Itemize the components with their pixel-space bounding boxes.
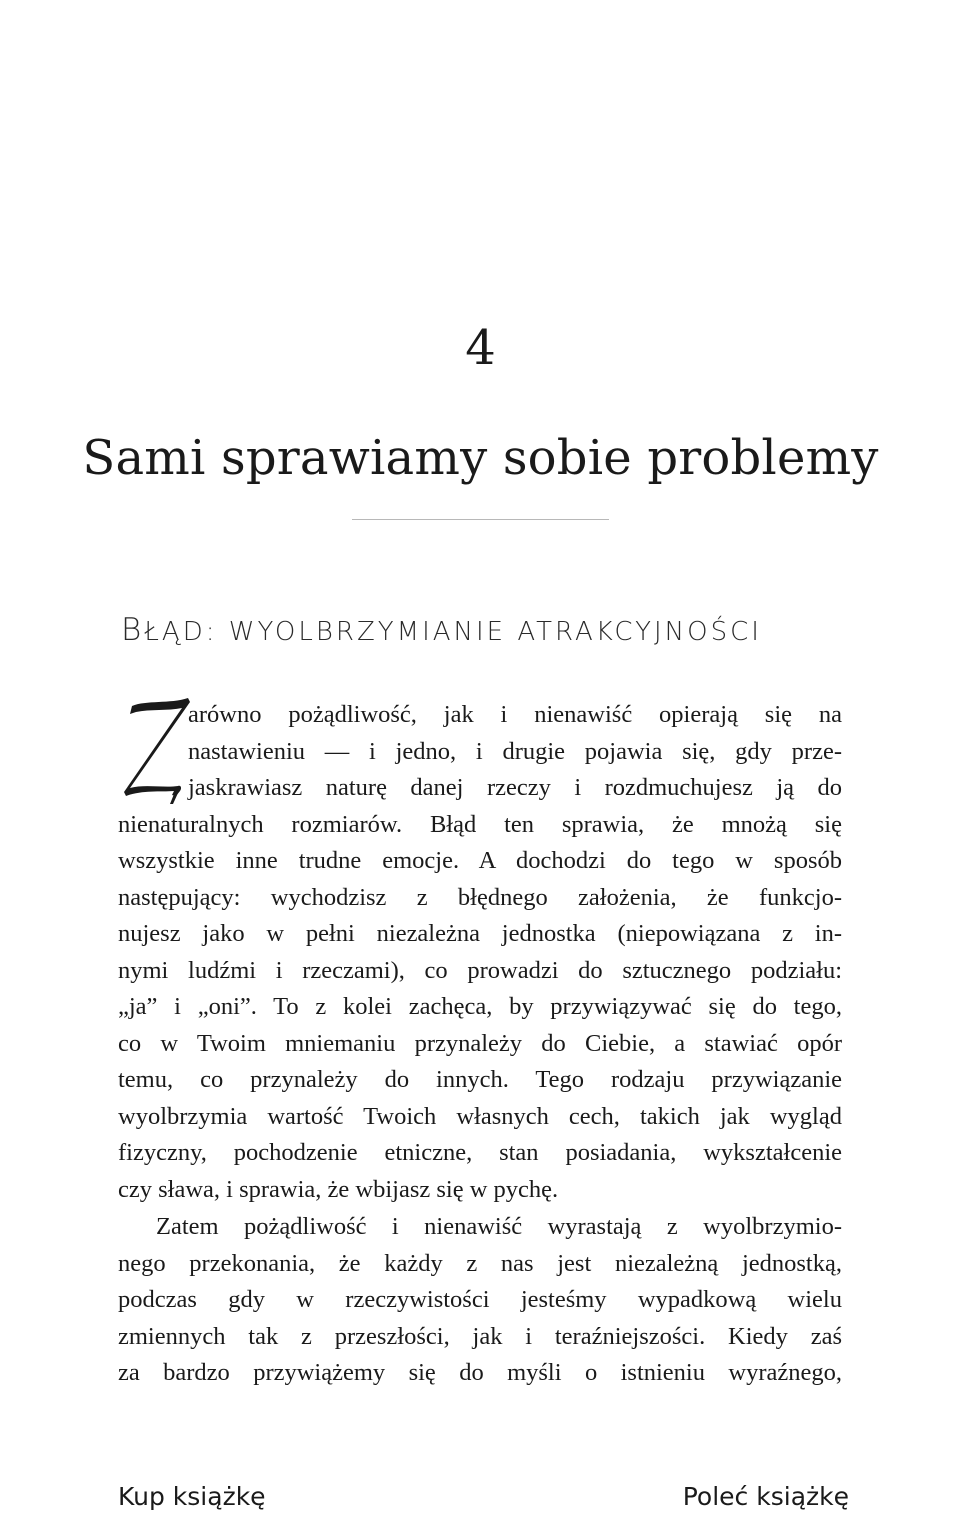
text-line: czy sława, i sprawia, że wbijasz się w pychę. <box>118 1175 559 1203</box>
text-line: nego przekonania, że każdy z nas jest niezależną jednostką, <box>118 1249 842 1277</box>
text-line: nienaturalnych rozmiarów. Błąd ten sprawia, że mnożą się <box>118 810 842 838</box>
text-line: jaskrawiasz naturę danej rzeczy i rozdmuchujesz ją do <box>188 774 842 801</box>
text-line: Zatem pożądliwość i nienawiść wyrastają z wyolbrzymio- <box>156 1213 842 1240</box>
chapter-title: Sami sprawiamy sobie problemy <box>82 430 879 486</box>
section-heading-initial: B <box>121 612 145 648</box>
text-line: nastawieniu — i jedno, i drugie pojawia się, gdy prze- <box>188 737 842 765</box>
text-line: wszystkie inne trudne emocje. A dochodzi do tego w sposób <box>118 847 842 874</box>
text-line: temu, co przynależy do innych. Tego rodzaju przywiązanie <box>118 1066 842 1093</box>
text-line: arówno pożądliwość, jak i nienawiść opierają się na <box>188 701 842 728</box>
recommend-book-link[interactable]: Poleć książkę <box>682 1482 849 1511</box>
text-line: za bardzo przywiążemy się do myśli o istnieniu wyraźnego, <box>118 1359 842 1386</box>
section-heading-rest: ŁĄD: WYOLBRZYMIANIE ATRAKCYJNOŚCI <box>144 617 762 647</box>
section-heading <box>121 608 881 654</box>
text-line: co w Twoim mniemaniu przynależy do Ciebie, a stawiać opór <box>118 1029 842 1057</box>
text-line: nujesz jako w pełni niezależna jednostka (niepowiązana z in- <box>118 920 842 947</box>
text-line: wyolbrzymia wartość Twoich własnych cech, takich jak wygląd <box>118 1102 842 1130</box>
title-divider <box>352 519 609 520</box>
text-line: następujący: wychodzisz z błędnego założenia, że funkcjo- <box>118 883 842 911</box>
chapter-number: 4 <box>465 320 496 376</box>
paragraph-1 <box>118 697 842 1208</box>
text-line: zmiennych tak z przeszłości, jak i teraźniejszości. Kiedy zaś <box>118 1322 842 1350</box>
buy-book-link[interactable]: Kup książkę <box>118 1482 266 1511</box>
text-line: fizyczny, pochodzenie etniczne, stan posiadania, wykształcenie <box>118 1139 842 1166</box>
paragraph-2 <box>118 1209 842 1392</box>
text-line: nymi ludźmi i rzeczami), co prowadzi do sztucznego podziału: <box>118 956 842 984</box>
text-line: „ja” i „oni”. To z kolei zachęca, by przywiązywać się do tego, <box>118 993 842 1020</box>
text-line: podczas gdy w rzeczywistości jesteśmy wypadkową wielu <box>118 1286 842 1313</box>
